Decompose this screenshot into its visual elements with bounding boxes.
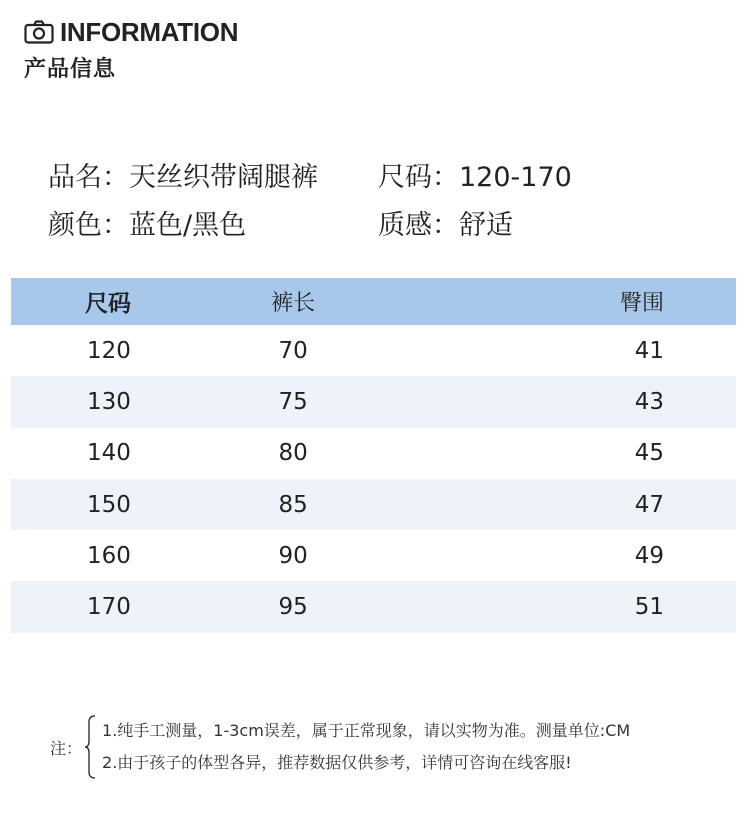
note-line-1: 1.纯手工测量，1-3cm误差，属于正常现象，请以实物为准。测量单位:CM (102, 721, 631, 740)
header-title-row (24, 16, 238, 48)
cell-size: 140 (11, 428, 184, 479)
cell-length: 75 (184, 376, 442, 427)
cell-hip: 51 (442, 581, 736, 632)
table-row (11, 325, 736, 376)
product-info-row-1 (48, 150, 688, 198)
cell-size: 170 (11, 581, 184, 632)
product-info (48, 150, 688, 246)
cell-size: 160 (11, 530, 184, 581)
table-row (11, 581, 736, 632)
product-info-row-2 (48, 198, 688, 246)
product-size-range: 尺码：120-170 (378, 161, 572, 193)
cell-hip: 41 (442, 325, 736, 376)
info-subtitle: 产品信息 (24, 57, 117, 82)
cell-size: 130 (11, 376, 184, 427)
column-header-hip: 臀围 (442, 278, 736, 325)
notes (50, 715, 630, 779)
cell-hip: 43 (442, 376, 736, 427)
cell-hip: 47 (442, 479, 736, 530)
size-table-header (11, 278, 736, 325)
info-title: INFORMATION (60, 16, 239, 47)
table-row (11, 376, 736, 427)
product-texture: 质感：舒适 (378, 209, 513, 241)
product-name: 品名：天丝织带阔腿裤 (48, 161, 318, 193)
table-row (11, 479, 736, 530)
cell-length: 95 (184, 581, 442, 632)
table-row (11, 428, 736, 479)
cell-size: 120 (11, 325, 184, 376)
cell-length: 90 (184, 530, 442, 581)
notes-label: 注： (50, 738, 83, 758)
size-table (11, 278, 736, 633)
table-row (11, 530, 736, 581)
cell-length: 85 (184, 479, 442, 530)
note-line-2: 2.由于孩子的体型各异，推荐数据仅供参考，详情可咨询在线客服! (102, 753, 572, 772)
camera-icon (24, 20, 54, 44)
brace-icon (84, 715, 96, 779)
notes-lines (102, 715, 630, 779)
header (24, 16, 238, 83)
product-color: 颜色：蓝色/黑色 (48, 209, 247, 241)
cell-hip: 45 (442, 428, 736, 479)
cell-length: 70 (184, 325, 442, 376)
cell-hip: 49 (442, 530, 736, 581)
column-header-size: 尺码 (11, 278, 184, 325)
cell-size: 150 (11, 479, 184, 530)
cell-length: 80 (184, 428, 442, 479)
column-header-length: 裤长 (184, 278, 442, 325)
